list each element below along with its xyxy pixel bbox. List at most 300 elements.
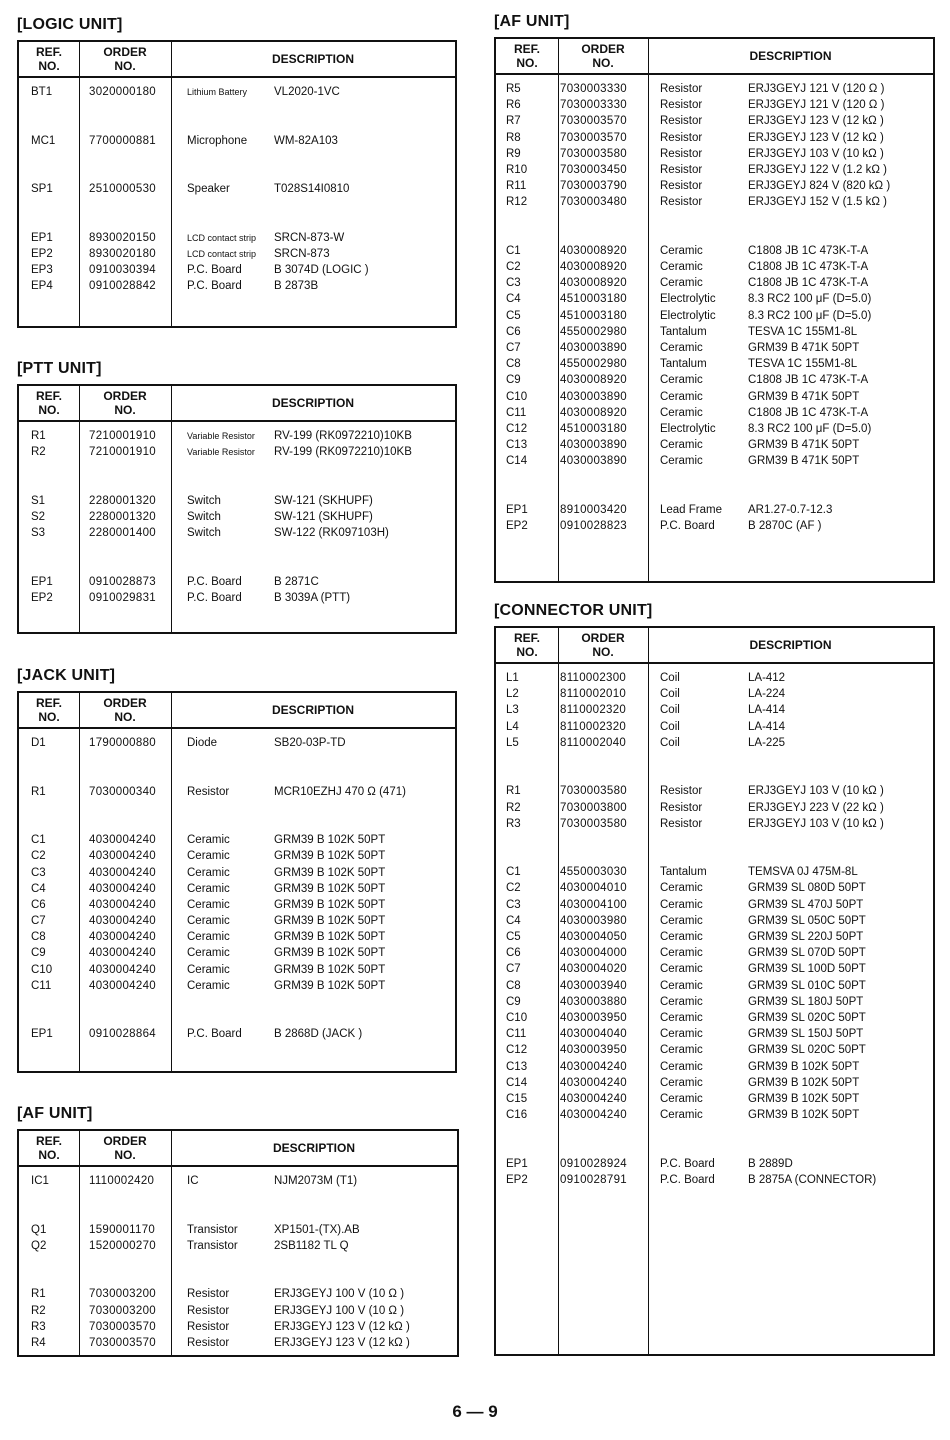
table-row <box>496 719 933 735</box>
part-type-cell: Coil <box>660 704 680 717</box>
part-spec-cell: ERJ3GEYJ 121 V (120 Ω ) <box>748 83 885 95</box>
part-spec-cell: B 2868D (JACK ) <box>274 1028 363 1041</box>
part-type-cell: P.C. Board <box>187 575 242 588</box>
part-type-cell: Ceramic <box>660 1092 703 1105</box>
table-row <box>496 800 933 816</box>
order-no-cell: 8930020150 <box>89 231 156 244</box>
order-no-cell: 4030004100 <box>560 898 627 911</box>
ref-cell: EP2 <box>31 247 53 260</box>
part-type-cell: P.C. Board <box>187 280 242 293</box>
part-type-cell: Resistor <box>660 131 703 144</box>
table-row <box>496 816 933 832</box>
table-row <box>19 84 455 100</box>
table-row <box>496 929 933 945</box>
ref-cell: EP1 <box>506 503 528 516</box>
part-spec-cell: GRM39 SL 020C 50PT <box>748 1011 866 1024</box>
order-no-cell: 7030003790 <box>560 180 627 193</box>
part-spec-cell: B 2873B <box>274 280 319 293</box>
part-type-cell: Ceramic <box>187 882 230 895</box>
blank-row <box>19 1010 455 1026</box>
order-no-cell: 4030004240 <box>560 1092 627 1105</box>
order-no-cell: 8110002010 <box>560 688 627 701</box>
part-type-cell: Switch <box>187 510 221 523</box>
part-spec-cell: GRM39 B 102K 50PT <box>274 898 386 911</box>
part-type-cell: Ceramic <box>660 342 703 354</box>
description-header: DESCRIPTION <box>272 1141 355 1155</box>
ref-cell: C6 <box>31 898 46 911</box>
table-row <box>19 590 455 606</box>
order-no-cell: 4030008920 <box>560 244 627 257</box>
part-spec-cell: C1808 JB 1C 473K-T-A <box>748 244 869 257</box>
table-row <box>496 945 933 961</box>
part-spec-cell: 2SB1182 TL Q <box>274 1239 349 1252</box>
order-no-cell: 7030003480 <box>560 196 627 209</box>
ref-cell: R2 <box>31 446 46 459</box>
order-no-cell: 1590001170 <box>89 1223 156 1236</box>
part-spec-cell: ERJ3GEYJ 123 V (12 kΩ ) <box>748 115 884 128</box>
order-no-cell: 4030004010 <box>560 882 627 895</box>
ref-cell: R4 <box>31 1336 46 1349</box>
table-row <box>496 453 933 469</box>
order-no-cell: 1790000880 <box>89 737 156 749</box>
part-spec-cell: GRM39 B 102K 50PT <box>274 947 386 960</box>
ref-cell: C7 <box>506 342 521 354</box>
order-header: ORDER NO. <box>103 1134 147 1162</box>
order-no-cell: 0910028791 <box>560 1173 627 1186</box>
ref-cell: IC1 <box>31 1175 49 1187</box>
order-no-cell: 4030004240 <box>89 931 156 944</box>
part-type-cell: Transistor <box>187 1223 238 1236</box>
part-type-cell: Ceramic <box>660 1109 703 1122</box>
table-row <box>19 1238 457 1254</box>
part-spec-cell: ERJ3GEYJ 103 V (10 kΩ ) <box>748 817 884 830</box>
part-spec-cell: SW-122 (RK097103H) <box>274 527 389 540</box>
table-row <box>19 865 455 881</box>
part-spec-cell: LA-414 <box>748 720 786 733</box>
table-row <box>496 1059 933 1075</box>
part-type-cell: P.C. Board <box>660 1157 715 1170</box>
part-spec-cell: GRM39 B 102K 50PT <box>274 882 386 895</box>
table-header <box>496 39 933 75</box>
ref-cell: R1 <box>506 785 521 798</box>
part-spec-cell: MCR10EZHJ 470 Ω (471) <box>274 785 406 798</box>
part-type-cell: Ceramic <box>660 439 703 452</box>
table-row <box>19 1286 457 1302</box>
order-no-cell: 7030003330 <box>560 83 627 95</box>
order-no-cell: 7030003450 <box>560 163 627 176</box>
part-spec-cell: GRM39 B 102K 50PT <box>274 963 386 976</box>
ref-cell: S1 <box>31 494 46 507</box>
order-header: ORDER NO. <box>581 42 625 70</box>
table-row <box>496 372 933 388</box>
order-no-cell: 4030004240 <box>89 850 156 863</box>
blank-row <box>19 541 455 557</box>
ref-cell: BT1 <box>31 86 53 98</box>
order-no-cell: 4030004240 <box>89 947 156 960</box>
section-title: [CONNECTOR UNIT] <box>494 602 653 619</box>
order-no-cell: 4030004240 <box>89 979 156 992</box>
ref-cell: C8 <box>31 931 46 944</box>
part-type-cell: Ceramic <box>660 898 703 911</box>
ref-cell: C4 <box>506 914 521 927</box>
ref-cell: R8 <box>506 131 521 144</box>
part-type-cell: Ceramic <box>187 850 230 863</box>
blank-row <box>19 149 455 165</box>
ref-header: REF. NO. <box>35 45 62 73</box>
order-no-cell: 4510003180 <box>560 309 627 322</box>
ref-cell: C8 <box>506 979 521 992</box>
ref-cell: C9 <box>31 947 46 960</box>
part-type-cell: Tantalum <box>660 866 707 879</box>
order-no-cell: 4030003880 <box>560 995 627 1008</box>
blank-row <box>496 211 933 227</box>
ref-cell: C5 <box>506 309 521 322</box>
order-no-cell: 4550002980 <box>560 358 627 371</box>
table-row <box>19 1335 457 1351</box>
part-spec-cell: GRM39 B 471K 50PT <box>748 439 860 452</box>
order-no-cell: 1520000270 <box>89 1239 156 1252</box>
part-type-cell: Resistor <box>187 1336 230 1349</box>
section-title: [LOGIC UNIT] <box>17 16 123 33</box>
section-af-right <box>494 11 935 583</box>
ref-cell: C2 <box>31 850 46 863</box>
part-type-cell: P.C. Board <box>660 520 715 533</box>
ref-cell: C9 <box>506 374 521 387</box>
section-logic <box>17 14 457 328</box>
table-row <box>496 308 933 324</box>
part-type-cell: Coil <box>660 688 680 701</box>
table-row <box>19 881 455 897</box>
part-spec-cell: AR1.27-0.7-12.3 <box>748 503 833 516</box>
order-header: ORDER NO. <box>103 696 147 724</box>
table-row <box>496 259 933 275</box>
order-no-cell: 4030003950 <box>560 1044 627 1057</box>
ref-cell: Q2 <box>31 1239 47 1252</box>
order-no-cell: 4030004240 <box>89 898 156 911</box>
part-type-cell: Tantalum <box>660 358 707 371</box>
table-row <box>496 340 933 356</box>
table-row <box>19 1319 457 1335</box>
order-no-cell: 7030003200 <box>89 1304 156 1317</box>
part-spec-cell: ERJ3GEYJ 122 V (1.2 kΩ ) <box>748 163 887 176</box>
ref-cell: R5 <box>506 83 521 95</box>
part-type-cell: Resistor <box>660 801 703 814</box>
blank-row <box>496 767 933 783</box>
part-type-cell: Ceramic <box>660 947 703 960</box>
ref-cell: EP4 <box>31 280 53 293</box>
part-spec-cell: GRM39 SL 010C 50PT <box>748 979 866 992</box>
section-title: [JACK UNIT] <box>17 667 116 684</box>
part-type-cell: Tantalum <box>660 325 707 338</box>
part-spec-cell: ERJ3GEYJ 103 V (10 kΩ ) <box>748 147 884 160</box>
part-type-cell: Coil <box>660 720 680 733</box>
ref-cell: R1 <box>31 1288 46 1301</box>
ref-cell: C7 <box>31 915 46 928</box>
order-no-cell: 4550003030 <box>560 866 627 879</box>
blank-row <box>496 1123 933 1139</box>
table-row <box>19 574 455 590</box>
part-type-cell: Coil <box>660 736 680 749</box>
table-row <box>19 945 455 961</box>
table-row <box>496 324 933 340</box>
table-row <box>19 913 455 929</box>
ref-cell: R2 <box>31 1304 46 1317</box>
part-spec-cell: TESVA 1C 155M1-8L <box>748 325 858 338</box>
part-spec-cell: T028S14I0810 <box>274 183 350 196</box>
part-type-cell: Transistor <box>187 1239 238 1252</box>
table-row <box>496 978 933 994</box>
part-spec-cell: ERJ3GEYJ 100 V (10 Ω ) <box>274 1288 405 1301</box>
table-row <box>19 230 455 246</box>
part-type-cell: Ceramic <box>660 1044 703 1057</box>
order-no-cell: 0910028873 <box>89 575 156 588</box>
part-type-cell: P.C. Board <box>187 591 242 604</box>
part-type-cell: Resistor <box>187 1288 230 1301</box>
part-spec-cell: GRM39 B 102K 50PT <box>274 931 386 944</box>
order-no-cell: 4030004020 <box>560 963 627 976</box>
part-spec-cell: C1808 JB 1C 473K-T-A <box>748 261 869 274</box>
order-no-cell: 7030003580 <box>560 785 627 798</box>
part-spec-cell: GRM39 SL 220J 50PT <box>748 931 864 943</box>
part-type-cell: Resistor <box>660 785 703 798</box>
order-no-cell: 7030003580 <box>560 147 627 160</box>
ref-cell: C10 <box>31 963 53 976</box>
table-row <box>496 913 933 929</box>
part-spec-cell: C1808 JB 1C 473K-T-A <box>748 406 869 419</box>
part-type-cell: LCD contact strip <box>187 232 257 243</box>
part-spec-cell: TESVA 1C 155M1-8L <box>748 358 858 371</box>
part-type-cell: Resistor <box>660 147 703 160</box>
table-row <box>19 1303 457 1319</box>
description-header: DESCRIPTION <box>271 52 354 66</box>
table-row <box>496 146 933 162</box>
part-type-cell: IC <box>187 1175 199 1187</box>
table-body <box>496 75 933 534</box>
section-title: [PTT UNIT] <box>17 360 102 377</box>
part-spec-cell: GRM39 B 102K 50PT <box>274 834 386 847</box>
order-no-cell: 4030004040 <box>560 1028 627 1041</box>
part-type-cell: Switch <box>187 527 221 540</box>
table-row <box>496 421 933 437</box>
ref-cell: C5 <box>506 931 521 943</box>
table-row <box>19 978 455 994</box>
blank-row <box>19 214 455 230</box>
parts-table <box>17 384 457 634</box>
table-row <box>496 1172 933 1188</box>
table-row <box>496 437 933 453</box>
part-type-cell: Ceramic <box>660 277 703 290</box>
ref-cell: L4 <box>506 720 519 733</box>
part-spec-cell: B 2889D <box>748 1157 793 1170</box>
order-no-cell: 8930020180 <box>89 247 156 260</box>
part-type-cell: Ceramic <box>660 995 703 1008</box>
order-no-cell: 4030004240 <box>89 834 156 847</box>
order-no-cell: 7700000881 <box>89 134 156 147</box>
blank-row <box>496 227 933 243</box>
ref-cell: R1 <box>31 430 46 442</box>
part-spec-cell: GRM39 SL 150J 50PT <box>748 1028 864 1041</box>
part-spec-cell: GRM39 B 102K 50PT <box>748 1076 860 1089</box>
order-header: ORDER NO. <box>581 631 625 659</box>
part-type-cell: Lead Frame <box>660 503 723 516</box>
section-ptt <box>17 358 457 634</box>
ref-cell: C10 <box>506 1011 528 1024</box>
order-no-cell: 4030004240 <box>89 915 156 928</box>
ref-cell: R10 <box>506 163 528 176</box>
order-no-cell: 4030003890 <box>560 455 627 468</box>
part-spec-cell: SRCN-873-W <box>274 231 345 244</box>
part-spec-cell: GRM39 B 102K 50PT <box>274 915 386 928</box>
part-spec-cell: GRM39 SL 020C 50PT <box>748 1044 866 1057</box>
table-body <box>496 664 933 1188</box>
table-row <box>496 194 933 210</box>
order-no-cell: 7210001910 <box>89 446 156 459</box>
part-spec-cell: B 3039A (PTT) <box>274 591 351 604</box>
ref-cell: C1 <box>506 244 521 257</box>
part-type-cell: Switch <box>187 494 221 507</box>
part-spec-cell: TEMSVA 0J 475M-8L <box>748 866 858 879</box>
part-spec-cell: ERJ3GEYJ 123 V (12 kΩ ) <box>274 1320 410 1333</box>
order-no-cell: 4030003890 <box>560 439 627 452</box>
part-spec-cell: XP1501-(TX).AB <box>274 1223 360 1236</box>
blank-row <box>496 751 933 767</box>
part-spec-cell: ERJ3GEYJ 100 V (10 Ω ) <box>274 1304 405 1317</box>
order-no-cell: 4030004240 <box>89 882 156 895</box>
blank-row <box>19 767 455 783</box>
table-row <box>496 1010 933 1026</box>
ref-cell: C15 <box>506 1092 528 1105</box>
part-type-cell: Ceramic <box>187 866 230 879</box>
description-header: DESCRIPTION <box>271 703 354 717</box>
part-type-cell: Ceramic <box>187 931 230 944</box>
table-row <box>19 493 455 509</box>
parts-table <box>17 40 457 328</box>
part-spec-cell: 8.3 RC2 100 μF (D=5.0) <box>748 309 872 322</box>
ref-cell: C9 <box>506 995 521 1008</box>
blank-row <box>19 751 455 767</box>
table-row <box>496 130 933 146</box>
part-spec-cell: NJM2073M (T1) <box>274 1175 358 1187</box>
order-no-cell: 4030008920 <box>560 261 627 274</box>
ref-cell: S3 <box>31 527 46 540</box>
part-type-cell: Electrolytic <box>660 422 716 435</box>
table-row <box>496 783 933 799</box>
order-no-cell: 4030004240 <box>89 866 156 879</box>
description-header: DESCRIPTION <box>749 49 832 63</box>
order-no-cell: 8110002300 <box>560 672 627 684</box>
table-row <box>496 1091 933 1107</box>
table-row <box>496 735 933 751</box>
part-type-cell: Resistor <box>660 99 703 112</box>
part-type-cell: Resistor <box>660 115 703 128</box>
section-connector <box>494 600 935 1356</box>
blank-row <box>19 800 455 816</box>
blank-row <box>19 460 455 476</box>
order-no-cell: 4510003180 <box>560 293 627 306</box>
part-spec-cell: ERJ3GEYJ 121 V (120 Ω ) <box>748 99 885 112</box>
part-spec-cell: GRM39 B 102K 50PT <box>274 979 386 992</box>
table-row <box>496 1156 933 1172</box>
table-row <box>19 525 455 541</box>
ref-cell: C4 <box>31 882 46 895</box>
table-row <box>496 1042 933 1058</box>
table-row <box>496 961 933 977</box>
order-no-cell: 2280001320 <box>89 510 156 523</box>
section-title: [AF UNIT] <box>17 1105 93 1122</box>
part-spec-cell: GRM39 B 471K 50PT <box>748 390 860 403</box>
ref-cell: SP1 <box>31 183 53 196</box>
description-header: DESCRIPTION <box>271 396 354 410</box>
ref-cell: L2 <box>506 688 519 701</box>
part-type-cell: Resistor <box>187 1304 230 1317</box>
part-type-cell: Ceramic <box>187 898 230 911</box>
part-spec-cell: GRM39 B 102K 50PT <box>748 1092 860 1105</box>
part-type-cell: LCD contact strip <box>187 248 257 259</box>
ref-cell: C3 <box>506 898 521 911</box>
ref-cell: EP3 <box>31 264 53 277</box>
blank-row <box>19 1254 457 1270</box>
ref-cell: R6 <box>506 99 521 112</box>
order-no-cell: 4030008920 <box>560 406 627 419</box>
blank-row <box>496 1139 933 1155</box>
table-row <box>19 444 455 460</box>
part-spec-cell: 8.3 RC2 100 μF (D=5.0) <box>748 293 872 306</box>
part-type-cell: Ceramic <box>660 261 703 274</box>
order-no-cell: 4030003890 <box>560 390 627 403</box>
order-no-cell: 4030003980 <box>560 914 627 927</box>
part-type-cell: Ceramic <box>660 1011 703 1024</box>
part-type-cell: P.C. Board <box>187 264 242 277</box>
order-no-cell: 7030003570 <box>89 1320 156 1333</box>
table-body <box>19 422 455 606</box>
part-type-cell: Ceramic <box>660 931 703 943</box>
table-row <box>19 428 455 444</box>
order-no-cell: 4510003180 <box>560 422 627 435</box>
part-spec-cell: GRM39 B 471K 50PT <box>748 455 860 468</box>
order-no-cell: 4030004240 <box>560 1109 627 1122</box>
part-spec-cell: GRM39 B 102K 50PT <box>748 1060 860 1073</box>
ref-header: REF. NO. <box>513 42 540 70</box>
part-spec-cell: GRM39 SL 180J 50PT <box>748 995 864 1008</box>
table-row <box>496 994 933 1010</box>
order-header: ORDER NO. <box>103 45 147 73</box>
part-spec-cell: GRM39 B 102K 50PT <box>274 850 386 863</box>
ref-cell: C12 <box>506 1044 528 1057</box>
ref-cell: C10 <box>506 390 528 403</box>
part-spec-cell: C1808 JB 1C 473K-T-A <box>748 277 869 290</box>
table-row <box>496 670 933 686</box>
ref-cell: S2 <box>31 510 46 523</box>
order-no-cell: 4030004240 <box>89 963 156 976</box>
table-row <box>496 243 933 259</box>
part-type-cell: Ceramic <box>187 963 230 976</box>
order-no-cell: 7030003330 <box>560 99 627 112</box>
part-type-cell: Variable Resistor <box>187 431 255 441</box>
table-row <box>19 897 455 913</box>
table-row <box>496 113 933 129</box>
ref-cell: C2 <box>506 882 521 895</box>
ref-cell: C3 <box>31 866 46 879</box>
ref-cell: EP1 <box>506 1157 528 1170</box>
order-no-cell: 8110002040 <box>560 736 627 749</box>
order-no-cell: 4030003950 <box>560 1011 627 1024</box>
ref-cell: C16 <box>506 1109 528 1122</box>
description-header: DESCRIPTION <box>749 638 832 652</box>
part-spec-cell: SRCN-873 <box>274 247 330 260</box>
ref-cell: R1 <box>31 785 46 798</box>
blank-row <box>496 486 933 502</box>
part-type-cell: Speaker <box>187 183 230 196</box>
